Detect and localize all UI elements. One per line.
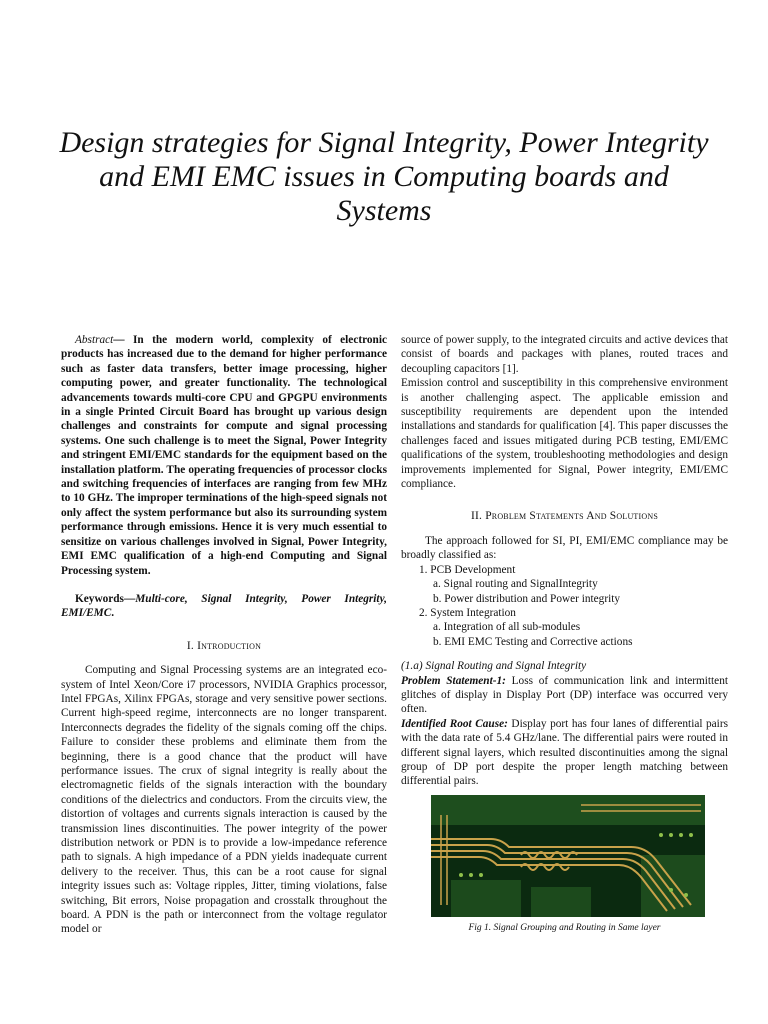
list-item: a. Integration of all sub-modules <box>433 621 581 634</box>
root-cause <box>401 717 728 789</box>
pcb-routing-image <box>431 795 705 917</box>
keywords <box>61 592 387 621</box>
abstract-dash: — <box>113 334 125 346</box>
approach-paragraph: The approach followed for SI, PI, EMI/EMC compliance may be broadly classified as: <box>401 534 728 562</box>
list-item: a. Signal routing and SignalIntegrity <box>433 578 598 591</box>
keywords-label: Keywords— <box>75 592 136 605</box>
left-column <box>61 333 387 937</box>
paper-title: Design strategies for Signal Integrity, Power Integrity and EMI EMC issues in Computing boards and Systems <box>59 126 709 227</box>
section-heading-introduction: I. Introduction <box>186 639 262 652</box>
root-cause-text: Display port has four lanes of differential pairs with the data rate of 5.4 GHz/lane. The differential pairs were routed in different signal layers, which resulted discontinuities among the signal group of DP port despite the proper length matching between differential pairs. <box>401 717 728 788</box>
pcb-routing-figure <box>431 795 705 917</box>
problem-statement-label: Problem Statement-1: <box>401 674 506 687</box>
abstract <box>61 333 387 578</box>
abstract-body: In the modern world, complexity of electronic products has increased due to the demand for higher performance such as faster data transfers, better image processing, higher computing power, and greater functionality. The technological advancements towards multi-core CPU and GPGPU environments in a single Printed Circuit Board has brought up various design challenges and constraints for compute and signal processing systems. One such challenge is to meet the Signal, Power Integrity and stringent EMI/EMC standards for the equipment based on the installation platform. The operating frequencies of processor clocks and switching frequencies of interfaces are ranging from few MHz to 10 GHz. The improper terminations of the high-speed signals not only affect the system performance but also its surrounding system performance through emissions. Hence it is very much essential to sensitize on various challenges involved in Signal, Power Integrity, EMI EMC qualification of a high-end Computing and Signal Processing system. <box>61 334 387 577</box>
problem-statement <box>401 674 728 717</box>
keywords-terms: Multi-core, Signal Integrity, Power Integrity, EMI/EMC <box>61 592 387 620</box>
continued-paragraph: source of power supply, to the integrated circuits and active devices that consist of boards and packages with planes, routed traces and decoupling capacitors [1]. <box>401 334 728 375</box>
root-cause-label: Identified Root Cause: <box>401 717 508 730</box>
keywords-end: . <box>111 607 115 620</box>
subsection-heading: (1.a) Signal Routing and Signal Integrity <box>401 660 587 673</box>
list-item: 2. System Integration <box>419 606 516 619</box>
section-heading-problem-statements: II. Problem Statements And Solutions <box>470 510 658 523</box>
emission-paragraph: Emission control and susceptibility in this comprehensive environment is another challenging aspect. The applicable emission and susceptibility requirements are dependent upon the intended installations and standards for qualification [4]. This paper discusses the challenges faced and issues mitigated during PCB testing, EMI/EMC qualifications of the system, troubleshooting methodologies and design improvements implemented for Signal, Power integrity, EMI/EMC compliance. <box>401 377 728 491</box>
list-item: 1. PCB Development <box>419 563 516 576</box>
approach-list <box>401 563 728 649</box>
abstract-label: Abstract <box>75 334 114 346</box>
list-item: b. EMI EMC Testing and Corrective actions <box>433 635 633 648</box>
right-column <box>401 333 728 935</box>
list-item: b. Power distribution and Power integrity <box>433 592 621 605</box>
introduction-paragraph: Computing and Signal Processing systems are an integrated eco-system of Intel Xeon/Core i7 processors, NVIDIA Graphics processor, Intel FPGAs, Xilinx FPGAs, storage and very sensitive power sections. Current high-speed regime, interconnects are no longer transparent. Interconnects degrades the fidelity of the signals coming off the chips. Failure to consider these problems and eliminate them from the beginning, there is a good chance that the product will have performance issues. The crux of signal integrity is really about the electromagnetic fields of the signals interaction with the boundary conditions of the dielectrics and conductors. From the circuits view, the distortion of voltages and currents signals interaction is caused by the transmission lines discontinuities. The power integrity of the power distribution network or PDN is to provide a low-impedance reference path to signals. A high impedance of a PDN yields inadequate current delivery to the receiver. Thus, this can be a root cause for signal integrity issues such as: Voltage ripples, Jitter, timing violations, false switching, Bit errors, Noise propagation and crosstalk throughout the board. A PDN is the path or interconnect from the voltage regulator model or <box>61 664 387 936</box>
problem-statement-text: Loss of communication link and intermittent glitches of display in Display Port (DP) interface was occurred very often. <box>401 674 728 716</box>
figure-caption: Fig 1. Signal Grouping and Routing in Same layer <box>468 922 661 933</box>
